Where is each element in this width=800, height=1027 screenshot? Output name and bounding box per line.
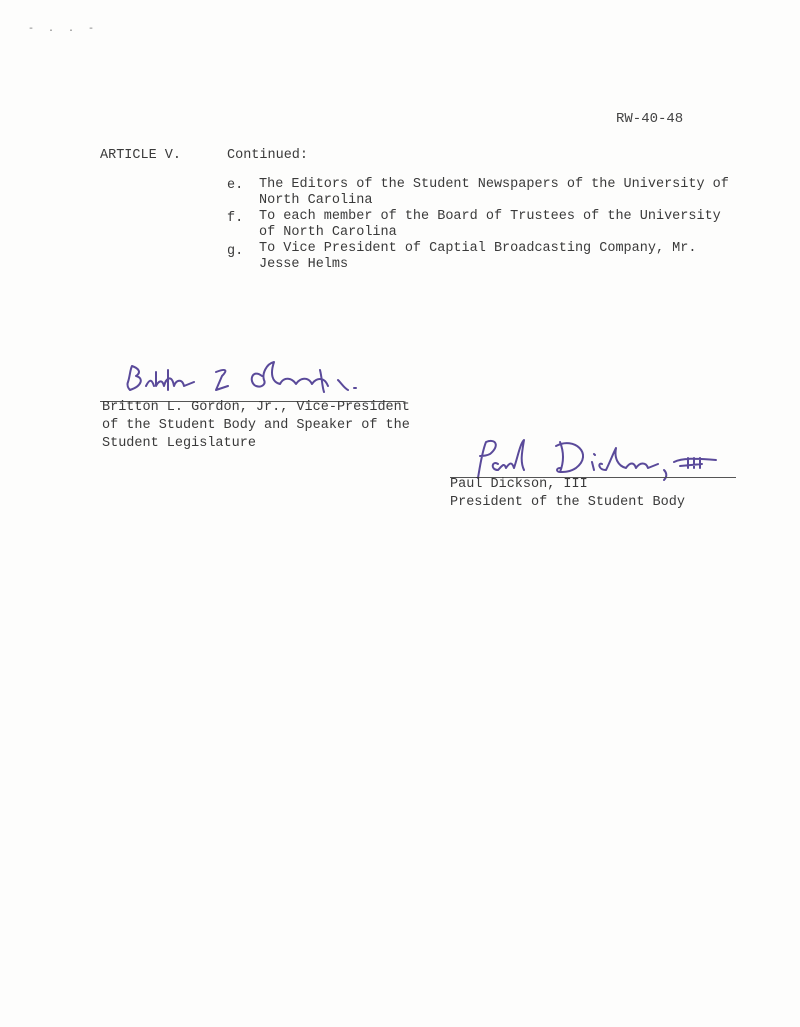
signatory-title-right-line2: President of the Student Body [450, 495, 685, 510]
item-text-e: The Editors of the Student Newspapers of the University of North Carolina [259, 177, 729, 208]
item-text-g: To Vice President of Captial Broadcasting Company, Mr. Jesse Helms [259, 241, 697, 272]
article-continued: Continued: [227, 148, 309, 163]
signature-dickson [460, 432, 740, 482]
item-text-f: To each member of the Board of Trustees of the University of North Carolina [259, 209, 721, 240]
signatory-block-left [102, 399, 410, 453]
signature-gordon [112, 356, 372, 404]
reference-number: RW-40-48 [616, 111, 684, 127]
article-label: ARTICLE V. [100, 148, 182, 163]
signatory-title-left-line2: of the Student Body and Speaker of the [102, 418, 410, 433]
corner-marks: - . . - [28, 24, 99, 35]
signatory-title-left-line3: Student Legislature [102, 436, 256, 451]
signatory-name-left: Britton L. Gordon, Jr., Vice-President [102, 400, 410, 415]
item-letter-g: g. [227, 244, 244, 259]
signatory-block-right [450, 476, 685, 512]
signatory-name-right: Paul Dickson, III [450, 477, 588, 492]
item-letter-f: f. [227, 211, 244, 226]
item-letter-e: e. [227, 178, 244, 193]
